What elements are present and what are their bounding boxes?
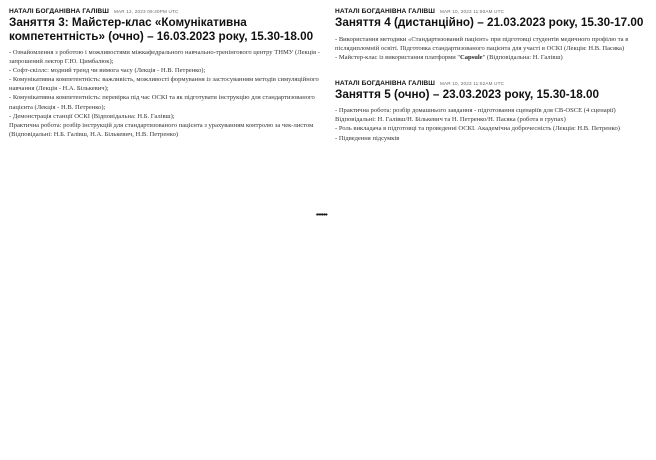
post-author[interactable]: НАТАЛІ БОГДАНІВНА ГАЛІВШ [335, 79, 435, 86]
post-meta [335, 4, 648, 14]
post-meta [9, 4, 323, 14]
section-divider: •••••• [316, 212, 328, 219]
post-column-right [335, 0, 648, 143]
post-meta [335, 76, 648, 86]
post-line: Практична робота: розбір інструкцій для стандартизованого пацієнта з урахуванням контролю за чек-листом (Відповідальні: Н.Б. Галівш, Н.А. Бількевич, Н.В. Петренко) [9, 121, 314, 138]
post-line: - Роль викладача в підготовці та проведенні ОСКІ. Академічна доброчесність (Лекція: Н.В. Петренко) [335, 125, 620, 133]
post-line: - Демонстрація станції ОСКІ (Відповідальна: Н.Б. Галівш); [9, 112, 175, 120]
post-session-3 [9, 4, 323, 139]
post-title: Заняття 5 (очно) – 23.03.2023 року, 15.30-18.00 [335, 87, 599, 101]
post-line: - Практична робота: розбір домашнього завдання - підготовання сценаріїв для CB-OSCE (4 сценарії) Відповідальні: Н. Галівш/Н. Бількевич та Н. Петренко/Н. Пасяка (робота в групах) [335, 107, 616, 124]
post-session-5 [335, 76, 648, 143]
post-author[interactable]: НАТАЛІ БОГДАНІВНА ГАЛІВШ [335, 8, 435, 14]
post-body [9, 48, 323, 139]
post-line: - Комунікативна компетентність: перевірка під час ОСКІ та як підготувати інструкцію для стандартизованого пацієнта (Лекція - Н.В. Петренко); [9, 94, 315, 111]
post-body [335, 35, 648, 62]
post-session-4 [335, 4, 648, 62]
post-line: - Ознайомлення з роботою і можливостями міжкафедрального навчально-тренінгового центру ТНМУ (Лекція - запрошений лектор Г.Ю. Цимбалюк); [9, 49, 320, 66]
post-line: - Використання методики «Стандартизований пацієнт» при підготовці студентів медичного профілю та в післядипломній освіті. Підготовка стандартизованого пацієнта для участі в ОСКІ (Лекція: Н.В. Пасяка) [335, 35, 629, 52]
post-line: - Софт-скіллс: модний тренд чи вимога часу (Лекція - Н.В. Петренко); [9, 67, 206, 75]
post-date: MAR 10, 2023 11:50AM UTC [439, 9, 505, 14]
post-line-text: - Майстер-клас із використання платформи " [335, 53, 461, 61]
post-title: Заняття 3: Майстер-клас «Комунікативна компетентність» (очно) – 16.03.2023 року, 15.30-18.00 [9, 16, 314, 43]
post-line: - Комунікативна компетентність: важливість, можливості формування із застосуванням методів симуляційного навчання (Лекція - Н.А. Бількевич); [9, 76, 319, 93]
capsule-platform-name: Capsule [460, 53, 483, 61]
post-author[interactable]: НАТАЛІ БОГДАНІВНА ГАЛІВШ [9, 8, 109, 14]
post-line [335, 53, 648, 62]
post-line: - Підведення підсумків [335, 134, 400, 142]
post-body [335, 106, 648, 142]
post-date: MAR 10, 2023 11:52AM UTC [439, 80, 505, 86]
post-date: MAR 12, 2023 09:40PM UTC [113, 9, 179, 14]
post-column-left [9, 0, 323, 139]
post-title: Заняття 4 (дистанційно) – 21.03.2023 року, 15.30-17.00 [335, 16, 644, 29]
post-line-text: " (Відповідальна: Н. Галівш) [482, 53, 563, 61]
